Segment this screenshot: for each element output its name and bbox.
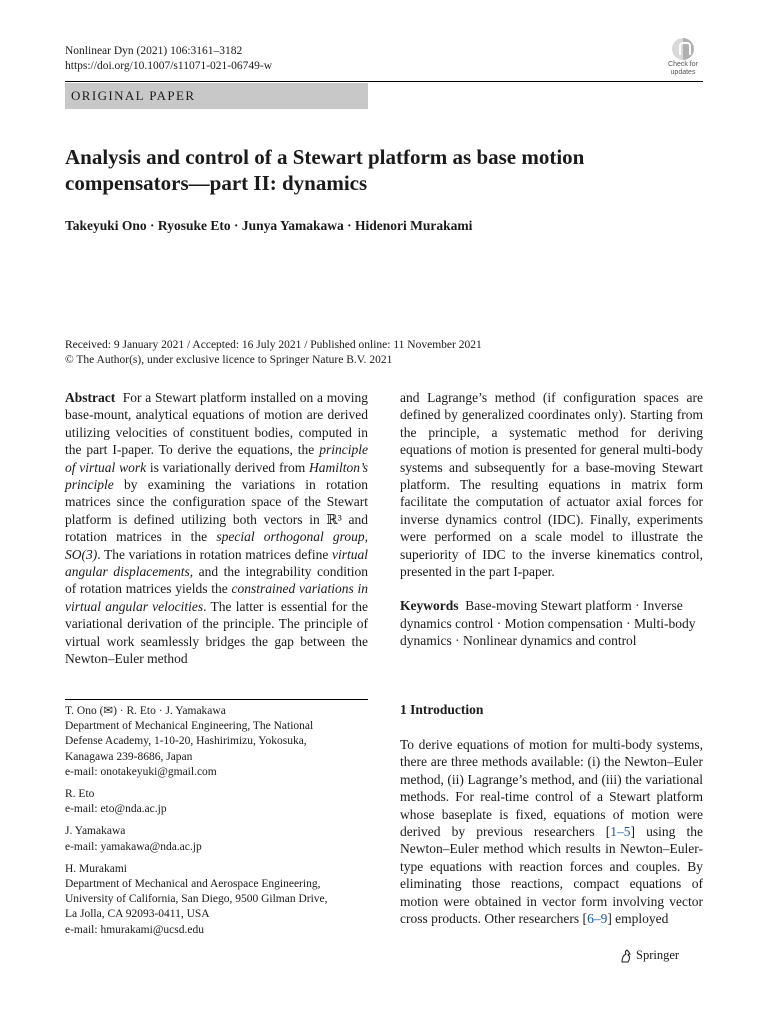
article-history — [65, 338, 482, 368]
affiliation-block — [65, 787, 368, 817]
springer-horse-icon — [620, 949, 632, 963]
keywords-label: Keywords — [400, 598, 459, 614]
author-list: Takeyuki Ono · Ryosuke Eto · Junya Yamakawa · Hidenori Murakami — [65, 218, 473, 233]
math-r3: ℝ³ — [326, 511, 342, 527]
affiliation-line: Defense Academy, 1-10-20, Hashirimizu, Yokosuka, — [65, 735, 307, 748]
math-so3: SO(3) — [65, 546, 98, 562]
email-address[interactable]: e-mail: eto@nda.ac.jp — [65, 803, 167, 816]
affiliation-block — [65, 862, 368, 938]
intro-text: ] using the Newton–Euler method which results in Newton–Euler-type equations with reaction forces and couples. By eliminating those reactions, compact equations of motion were obtained in vector form involving vector cross products. Other researchers [ — [400, 824, 704, 927]
abstract-text: by examining the variations in rotation matrices since the configuration space of the Stewart platform is defined utilizing both vectors in — [65, 477, 368, 527]
affiliation-line: Kanagawa 239-8686, Japan — [65, 750, 193, 763]
affiliation-block — [65, 824, 368, 854]
abstract-text: . The latter is essential for the variational derivation of the principle. The principle of virtual work seamlessly bridges the gap between the Newton–Euler method — [65, 598, 368, 667]
affiliation-line: J. Yamakawa — [65, 825, 126, 838]
abstract-term: special orthogonal group — [216, 529, 365, 545]
introduction-body — [400, 736, 703, 927]
journal-info — [65, 44, 272, 74]
abstract-left-column — [65, 389, 368, 668]
journal-citation: Nonlinear Dyn (2021) 106:3161–3182 — [65, 45, 243, 57]
email-address[interactable]: e-mail: onotakeyuki@gmail.com — [65, 765, 217, 778]
affiliation-line: La Jolla, CA 92093-0411, USA — [65, 908, 210, 921]
abstract-text: is variationally derived from — [146, 459, 309, 475]
keywords-text: Base-moving Stewart platform · Inverse dynamics control · Motion compensation · Multi-body dynamics · Nonlinear dynamics and control — [400, 598, 696, 649]
abstract-label: Abstract — [65, 390, 116, 405]
article-type-banner: ORIGINAL PAPER — [65, 83, 368, 109]
publisher-name: Springer — [636, 948, 680, 962]
publisher-footer — [620, 948, 679, 963]
intro-text: ] employed — [607, 911, 669, 927]
keywords — [400, 597, 703, 649]
doi-link[interactable]: https://doi.org/10.1007/s11071-021-06749-w — [65, 60, 272, 72]
abstract-term: constrained variations in virtual angular velocities — [65, 581, 369, 614]
abstract-term: principle of virtual work — [65, 442, 368, 475]
abstract-paragraph — [65, 389, 368, 668]
citation-link[interactable]: 6–9 — [587, 911, 608, 927]
affiliations — [65, 704, 368, 945]
paper-title: Analysis and control of a Stewart platform as base motion compensators—part II: dynamics — [65, 145, 585, 195]
copyright-line: © The Author(s), under exclusive licence to Springer Nature B.V. 2021 — [65, 354, 393, 366]
affiliation-rule — [65, 699, 368, 700]
abstract-text: , — [364, 529, 369, 545]
check-for-updates-badge[interactable] — [663, 38, 703, 78]
abstract-text: and rotation matrices in the — [65, 511, 368, 545]
crossmark-icon — [672, 38, 694, 60]
affiliation-line: Department of Mechanical and Aerospace Engineering, — [65, 878, 321, 891]
history-dates: Received: 9 January 2021 / Accepted: 16 July 2021 / Published online: 11 November 2021 — [65, 339, 482, 351]
abstract-text: . The variations in rotation matrices define — [97, 546, 332, 562]
intro-text: To derive equations of motion for multi-body systems, there are three methods available: (i) the Newton–Euler method, (ii) Lagrange’s method, and (iii) the variational methods. For real-time control of a Stewart platform whose baseplate is fixed, equations of motion were derived by previous researchers [ — [400, 737, 703, 840]
affiliation-line: University of California, San Diego, 9500 Gilman Drive, — [65, 893, 328, 906]
affiliation-line: Department of Mechanical Engineering, The National — [65, 720, 314, 733]
affiliation-block — [65, 704, 368, 780]
abstract-right-column — [400, 389, 703, 650]
abstract-continuation: and Lagrange’s method (if configuration spaces are defined by generalized coordinates only). Starting from the principle, a systematic method for deriving equations of motion is presented for general multi-body systems and subsequently for a base-moving Stewart platform. The resulting equations in matrix form facilitate the computation of actuator axial forces for inverse dynamics control (IDC). Finally, experiments were performed on a scale model to illustrate the superiority of IDC to the inverse kinematics control, presented in the part I-paper. — [400, 390, 703, 580]
abstract-text: , and the integrability condition of rotation matrices yields the — [65, 564, 368, 597]
affiliation-line: T. Ono (✉) · R. Eto · J. Yamakawa — [65, 705, 226, 717]
introduction-paragraph — [400, 736, 703, 927]
abstract-term: Hamilton’s principle — [65, 459, 369, 493]
section-heading-introduction: 1 Introduction — [400, 702, 484, 717]
email-address[interactable]: e-mail: yamakawa@nda.ac.jp — [65, 840, 202, 853]
affiliation-line: R. Eto — [65, 788, 95, 801]
citation-link[interactable]: 1–5 — [610, 824, 631, 840]
crossmark-label: Check for updates — [668, 61, 698, 76]
affiliation-line: H. Murakami — [65, 862, 127, 875]
abstract-term: virtual angular displacements — [65, 546, 368, 580]
abstract-text: For a Stewart platform installed on a moving base-mount, analytical equations of motion are derived utilizing velocities of constituent bodies, computed in the part I-paper. To derive the equations, the — [65, 390, 369, 458]
header-rule — [65, 81, 703, 82]
email-address[interactable]: e-mail: hmurakami@ucsd.edu — [65, 923, 204, 936]
